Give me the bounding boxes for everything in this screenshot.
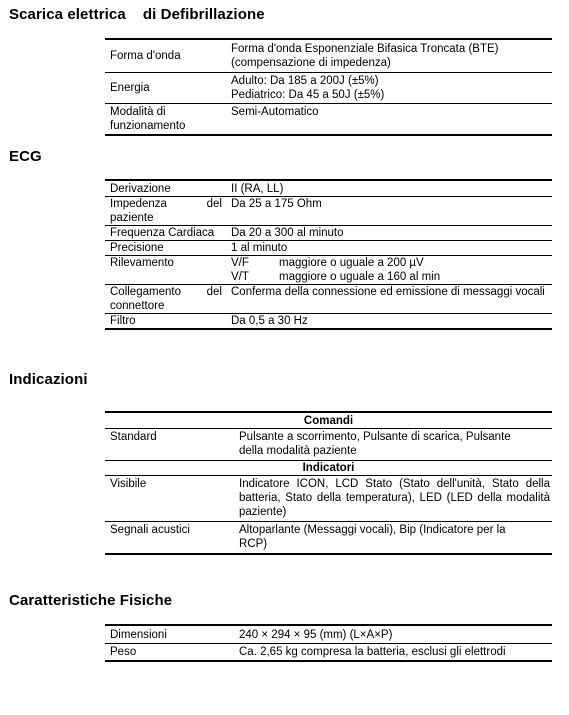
detection-line: [231, 270, 550, 284]
table-row: [105, 476, 552, 522]
row-value: [229, 42, 552, 70]
table-row: [105, 73, 552, 104]
header-label: Comandi: [303, 415, 354, 427]
row-label: Derivazione: [110, 183, 171, 195]
row-label: Dimensioni: [110, 629, 167, 641]
value-line: Semi-Automatico: [231, 106, 319, 118]
row-value: II (RA, LL): [231, 183, 284, 195]
row-value: Ca. 2,65 kg compresa la batteria, esclusi gli elettrodi: [239, 646, 506, 658]
rhythm-label: V/F: [231, 257, 249, 269]
row-value: Da 20 a 300 al minuto: [231, 227, 344, 239]
row-label: Visibile: [110, 478, 147, 490]
row-label: Energia: [110, 82, 150, 94]
defibrillation-table: [105, 38, 552, 136]
row-label: Peso: [110, 646, 137, 658]
table-row: [105, 256, 552, 285]
row-label: Standard: [110, 431, 157, 443]
value-line: Forma d'onda Esponenziale Bifasica Troncata (BTE): [231, 43, 499, 55]
value-line: (compensazione di impedenza): [231, 57, 391, 69]
table-row: [105, 38, 552, 73]
table-row: [105, 104, 552, 136]
row-value: Pulsante a scorrimento, Pulsante di scarica, Pulsante della modalità paziente: [239, 431, 511, 457]
rhythm-value: maggiore o uguale a 200 µV: [279, 257, 424, 269]
row-label: [105, 197, 229, 225]
table-row: [105, 644, 552, 662]
row-value: Altoparlante (Messaggi vocali), Bip (Indicatore per la RCP): [239, 524, 506, 550]
value-line: Pediatrico: Da 45 a 50J (±5%): [231, 89, 385, 101]
section-title-indications: Indicazioni: [9, 371, 88, 388]
ecg-table: [105, 179, 552, 330]
row-label: [105, 285, 229, 313]
label-line: paziente: [110, 212, 154, 224]
row-label: Precisione: [110, 242, 164, 254]
value-line: Adulto: Da 185 a 200J (±5%): [231, 75, 379, 87]
label-word: del: [206, 286, 222, 298]
table-row: [105, 522, 552, 555]
rhythm-label: V/T: [231, 271, 249, 283]
indications-table: [105, 411, 552, 555]
header-indicators: [105, 461, 552, 476]
row-value: Conferma della connessione ed emissione di messaggi vocali: [231, 286, 545, 298]
table-row: [105, 285, 552, 314]
row-value: Da 25 a 175 Ohm: [231, 198, 322, 210]
table-row: [105, 624, 552, 644]
detection-line: [231, 256, 550, 270]
table-row: [105, 226, 552, 241]
header-label: Indicatori: [302, 462, 355, 474]
row-label: Frequenza Cardiaca: [110, 227, 215, 239]
table-row: [105, 179, 552, 197]
row-label: Rilevamento: [110, 257, 174, 269]
section-title-defibrillation: Scarica elettrica di Defibrillazione: [9, 6, 265, 23]
row-value: Da 0,5 a 30 Hz: [231, 315, 308, 327]
section-title-ecg: ECG: [9, 148, 42, 165]
row-value: Indicatore ICON, LCD Stato (Stato dell'unità, Stato della batteria, Stato della temperatura), LED (LED della modalità paziente): [239, 478, 550, 518]
label-word: del: [206, 198, 222, 210]
table-row: [105, 429, 552, 461]
row-value: [229, 74, 552, 102]
label-line: funzionamento: [110, 120, 186, 132]
row-label: Filtro: [110, 315, 136, 327]
physical-table: [105, 624, 552, 662]
header-controls: [105, 411, 552, 429]
table-row: [105, 197, 552, 226]
row-label: [105, 105, 229, 133]
label-line: connettore: [110, 300, 165, 312]
rhythm-value: maggiore o uguale a 160 al min: [279, 271, 441, 283]
row-value: 240 × 294 × 95 (mm) (L×A×P): [239, 629, 393, 641]
row-label: Forma d'onda: [110, 50, 181, 62]
table-row: [105, 241, 552, 256]
section-title-physical: Caratteristiche Fisiche: [9, 592, 173, 609]
label-line: Modalità di: [110, 106, 166, 118]
label-word: Impedenza: [110, 198, 167, 210]
row-value: 1 al minuto: [231, 242, 288, 254]
table-row: [105, 314, 552, 330]
row-value: [229, 105, 552, 133]
row-value: [229, 256, 552, 284]
row-label: Segnali acustici: [110, 524, 190, 536]
label-word: Collegamento: [110, 286, 181, 298]
